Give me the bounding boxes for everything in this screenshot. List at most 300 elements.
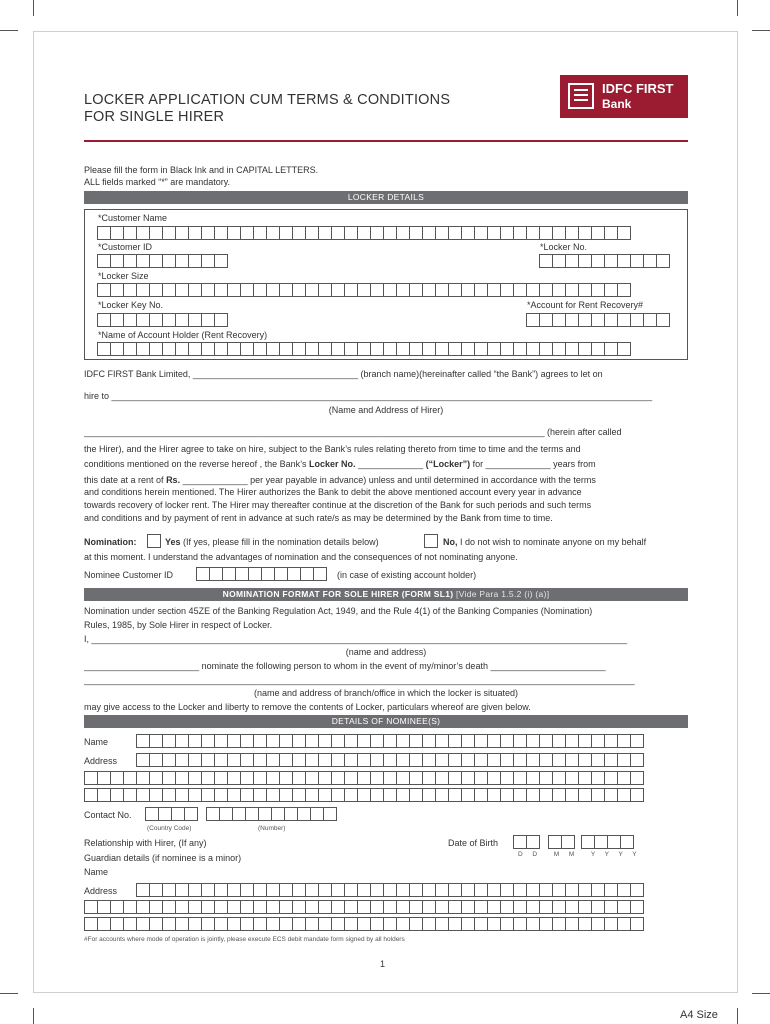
char-box[interactable] (370, 283, 384, 297)
char-box[interactable] (578, 917, 592, 931)
char-box[interactable] (383, 788, 397, 802)
char-box[interactable] (487, 883, 501, 897)
char-box[interactable] (487, 753, 501, 767)
char-box[interactable] (552, 771, 566, 785)
char-box[interactable] (201, 226, 215, 240)
char-box[interactable] (617, 226, 631, 240)
char-box[interactable] (279, 771, 293, 785)
char-box[interactable] (318, 342, 332, 356)
char-box[interactable] (136, 342, 150, 356)
contact-number-field[interactable] (206, 807, 336, 821)
char-box[interactable] (253, 226, 267, 240)
char-box[interactable] (136, 917, 150, 931)
customer-name-field[interactable] (97, 226, 630, 240)
char-box[interactable] (227, 283, 241, 297)
char-box[interactable] (526, 342, 540, 356)
char-box[interactable] (513, 342, 527, 356)
dob-year-field[interactable] (581, 835, 633, 849)
char-box[interactable] (578, 254, 592, 268)
char-box[interactable] (604, 900, 618, 914)
locker-no-field[interactable] (539, 254, 669, 268)
char-box[interactable] (630, 900, 644, 914)
char-box[interactable] (422, 753, 436, 767)
char-box[interactable] (266, 771, 280, 785)
char-box[interactable] (149, 226, 163, 240)
char-box[interactable] (266, 788, 280, 802)
locker-key-no-field[interactable] (97, 313, 227, 327)
char-box[interactable] (474, 226, 488, 240)
char-box[interactable] (396, 283, 410, 297)
char-box[interactable] (552, 883, 566, 897)
char-box[interactable] (188, 342, 202, 356)
char-box[interactable] (331, 342, 345, 356)
char-box[interactable] (500, 917, 514, 931)
char-box[interactable] (409, 342, 423, 356)
guardian-address-field-2[interactable] (84, 900, 643, 914)
char-box[interactable] (214, 734, 228, 748)
char-box[interactable] (214, 883, 228, 897)
char-box[interactable] (513, 917, 527, 931)
char-box[interactable] (162, 254, 176, 268)
char-box[interactable] (136, 753, 150, 767)
char-box[interactable] (487, 734, 501, 748)
char-box[interactable] (201, 342, 215, 356)
char-box[interactable] (214, 788, 228, 802)
char-box[interactable] (383, 883, 397, 897)
char-box[interactable] (214, 753, 228, 767)
char-box[interactable] (158, 807, 172, 821)
char-box[interactable] (435, 283, 449, 297)
char-box[interactable] (227, 788, 241, 802)
char-box[interactable] (318, 226, 332, 240)
char-box[interactable] (591, 771, 605, 785)
rent-account-field[interactable] (526, 313, 669, 327)
char-box[interactable] (591, 734, 605, 748)
char-box[interactable] (227, 883, 241, 897)
char-box[interactable] (318, 788, 332, 802)
char-box[interactable] (448, 883, 462, 897)
char-box[interactable] (357, 883, 371, 897)
char-box[interactable] (526, 753, 540, 767)
char-box[interactable] (552, 900, 566, 914)
char-box[interactable] (227, 342, 241, 356)
char-box[interactable] (552, 226, 566, 240)
char-box[interactable] (630, 788, 644, 802)
char-box[interactable] (422, 283, 436, 297)
char-box[interactable] (162, 917, 176, 931)
char-box[interactable] (162, 342, 176, 356)
char-box[interactable] (162, 313, 176, 327)
char-box[interactable] (500, 753, 514, 767)
char-box[interactable] (604, 917, 618, 931)
char-box[interactable] (123, 342, 137, 356)
char-box[interactable] (552, 753, 566, 767)
char-box[interactable] (409, 900, 423, 914)
char-box[interactable] (331, 788, 345, 802)
char-box[interactable] (305, 342, 319, 356)
char-box[interactable] (539, 753, 553, 767)
char-box[interactable] (279, 226, 293, 240)
char-box[interactable] (162, 788, 176, 802)
char-box[interactable] (396, 342, 410, 356)
char-box[interactable] (500, 283, 514, 297)
char-box[interactable] (188, 917, 202, 931)
char-box[interactable] (331, 283, 345, 297)
char-box[interactable] (245, 807, 259, 821)
char-box[interactable] (240, 788, 254, 802)
char-box[interactable] (539, 771, 553, 785)
char-box[interactable] (500, 226, 514, 240)
guardian-address-field-3[interactable] (84, 917, 643, 931)
char-box[interactable] (581, 835, 595, 849)
char-box[interactable] (162, 734, 176, 748)
char-box[interactable] (227, 900, 241, 914)
char-box[interactable] (175, 771, 189, 785)
char-box[interactable] (110, 917, 124, 931)
char-box[interactable] (149, 900, 163, 914)
char-box[interactable] (448, 771, 462, 785)
char-box[interactable] (620, 835, 634, 849)
char-box[interactable] (474, 734, 488, 748)
char-box[interactable] (136, 900, 150, 914)
char-box[interactable] (214, 917, 228, 931)
char-box[interactable] (175, 283, 189, 297)
char-box[interactable] (149, 342, 163, 356)
char-box[interactable] (448, 734, 462, 748)
char-box[interactable] (578, 734, 592, 748)
char-box[interactable] (149, 917, 163, 931)
char-box[interactable] (513, 771, 527, 785)
char-box[interactable] (604, 226, 618, 240)
char-box[interactable] (97, 283, 111, 297)
country-code-field[interactable] (145, 807, 197, 821)
char-box[interactable] (487, 283, 501, 297)
char-box[interactable] (448, 788, 462, 802)
char-box[interactable] (136, 283, 150, 297)
char-box[interactable] (292, 900, 306, 914)
char-box[interactable] (305, 788, 319, 802)
char-box[interactable] (136, 226, 150, 240)
char-box[interactable] (448, 342, 462, 356)
char-box[interactable] (331, 771, 345, 785)
char-box[interactable] (266, 226, 280, 240)
char-box[interactable] (630, 313, 644, 327)
char-box[interactable] (500, 883, 514, 897)
account-holder-field[interactable] (97, 342, 630, 356)
char-box[interactable] (188, 734, 202, 748)
char-box[interactable] (383, 771, 397, 785)
char-box[interactable] (578, 883, 592, 897)
char-box[interactable] (422, 226, 436, 240)
char-box[interactable] (448, 226, 462, 240)
char-box[interactable] (175, 734, 189, 748)
char-box[interactable] (500, 900, 514, 914)
char-box[interactable] (110, 254, 124, 268)
dob-month-field[interactable] (548, 835, 574, 849)
char-box[interactable] (331, 753, 345, 767)
char-box[interactable] (305, 917, 319, 931)
char-box[interactable] (630, 771, 644, 785)
char-box[interactable] (539, 254, 553, 268)
char-box[interactable] (435, 788, 449, 802)
char-box[interactable] (305, 883, 319, 897)
char-box[interactable] (526, 734, 540, 748)
char-box[interactable] (110, 900, 124, 914)
char-box[interactable] (396, 226, 410, 240)
char-box[interactable] (487, 771, 501, 785)
char-box[interactable] (287, 567, 301, 581)
char-box[interactable] (318, 734, 332, 748)
char-box[interactable] (240, 771, 254, 785)
char-box[interactable] (422, 917, 436, 931)
char-box[interactable] (201, 753, 215, 767)
char-box[interactable] (149, 771, 163, 785)
char-box[interactable] (279, 917, 293, 931)
char-box[interactable] (297, 807, 311, 821)
char-box[interactable] (617, 917, 631, 931)
char-box[interactable] (474, 883, 488, 897)
char-box[interactable] (594, 835, 608, 849)
char-box[interactable] (149, 883, 163, 897)
char-box[interactable] (370, 753, 384, 767)
char-box[interactable] (123, 771, 137, 785)
char-box[interactable] (266, 900, 280, 914)
char-box[interactable] (487, 788, 501, 802)
char-box[interactable] (591, 883, 605, 897)
nominee-customer-id-field[interactable] (196, 567, 326, 581)
char-box[interactable] (604, 283, 618, 297)
char-box[interactable] (604, 771, 618, 785)
char-box[interactable] (604, 753, 618, 767)
char-box[interactable] (292, 917, 306, 931)
char-box[interactable] (206, 807, 220, 821)
char-box[interactable] (565, 917, 579, 931)
char-box[interactable] (162, 883, 176, 897)
char-box[interactable] (97, 900, 111, 914)
char-box[interactable] (383, 283, 397, 297)
nominee-name-field[interactable] (136, 734, 643, 748)
char-box[interactable] (110, 788, 124, 802)
char-box[interactable] (214, 313, 228, 327)
char-box[interactable] (222, 567, 236, 581)
char-box[interactable] (175, 753, 189, 767)
char-box[interactable] (396, 734, 410, 748)
char-box[interactable] (461, 342, 475, 356)
char-box[interactable] (500, 771, 514, 785)
char-box[interactable] (383, 917, 397, 931)
char-box[interactable] (357, 226, 371, 240)
char-box[interactable] (435, 883, 449, 897)
char-box[interactable] (383, 226, 397, 240)
char-box[interactable] (396, 753, 410, 767)
char-box[interactable] (266, 883, 280, 897)
char-box[interactable] (422, 788, 436, 802)
char-box[interactable] (279, 342, 293, 356)
char-box[interactable] (461, 283, 475, 297)
char-box[interactable] (175, 226, 189, 240)
char-box[interactable] (188, 900, 202, 914)
char-box[interactable] (513, 883, 527, 897)
char-box[interactable] (357, 900, 371, 914)
char-box[interactable] (310, 807, 324, 821)
char-box[interactable] (227, 734, 241, 748)
char-box[interactable] (526, 900, 540, 914)
char-box[interactable] (292, 342, 306, 356)
char-box[interactable] (604, 734, 618, 748)
char-box[interactable] (565, 771, 579, 785)
char-box[interactable] (591, 313, 605, 327)
char-box[interactable] (539, 226, 553, 240)
char-box[interactable] (201, 883, 215, 897)
char-box[interactable] (136, 788, 150, 802)
char-box[interactable] (136, 254, 150, 268)
char-box[interactable] (474, 753, 488, 767)
char-box[interactable] (284, 807, 298, 821)
char-box[interactable] (591, 917, 605, 931)
char-box[interactable] (188, 313, 202, 327)
char-box[interactable] (266, 917, 280, 931)
char-box[interactable] (149, 283, 163, 297)
char-box[interactable] (578, 900, 592, 914)
char-box[interactable] (123, 917, 137, 931)
char-box[interactable] (539, 788, 553, 802)
char-box[interactable] (97, 342, 111, 356)
char-box[interactable] (279, 883, 293, 897)
char-box[interactable] (201, 254, 215, 268)
char-box[interactable] (578, 226, 592, 240)
char-box[interactable] (565, 900, 579, 914)
char-box[interactable] (219, 807, 233, 821)
char-box[interactable] (253, 283, 267, 297)
char-box[interactable] (409, 283, 423, 297)
char-box[interactable] (188, 226, 202, 240)
char-box[interactable] (344, 900, 358, 914)
char-box[interactable] (513, 283, 527, 297)
char-box[interactable] (274, 567, 288, 581)
char-box[interactable] (487, 917, 501, 931)
char-box[interactable] (396, 771, 410, 785)
char-box[interactable] (214, 283, 228, 297)
char-box[interactable] (188, 788, 202, 802)
char-box[interactable] (136, 313, 150, 327)
char-box[interactable] (175, 342, 189, 356)
char-box[interactable] (604, 883, 618, 897)
char-box[interactable] (235, 567, 249, 581)
char-box[interactable] (214, 254, 228, 268)
char-box[interactable] (240, 342, 254, 356)
char-box[interactable] (370, 342, 384, 356)
char-box[interactable] (136, 734, 150, 748)
char-box[interactable] (396, 900, 410, 914)
char-box[interactable] (552, 342, 566, 356)
char-box[interactable] (435, 900, 449, 914)
char-box[interactable] (487, 226, 501, 240)
char-box[interactable] (279, 753, 293, 767)
char-box[interactable] (201, 734, 215, 748)
char-box[interactable] (318, 883, 332, 897)
char-box[interactable] (305, 753, 319, 767)
char-box[interactable] (565, 883, 579, 897)
char-box[interactable] (435, 753, 449, 767)
char-box[interactable] (196, 567, 210, 581)
char-box[interactable] (539, 313, 553, 327)
char-box[interactable] (279, 788, 293, 802)
char-box[interactable] (370, 917, 384, 931)
char-box[interactable] (227, 771, 241, 785)
char-box[interactable] (383, 900, 397, 914)
char-box[interactable] (201, 283, 215, 297)
char-box[interactable] (422, 734, 436, 748)
char-box[interactable] (201, 788, 215, 802)
char-box[interactable] (305, 771, 319, 785)
char-box[interactable] (279, 900, 293, 914)
char-box[interactable] (253, 734, 267, 748)
char-box[interactable] (461, 753, 475, 767)
char-box[interactable] (513, 835, 527, 849)
char-box[interactable] (227, 226, 241, 240)
char-box[interactable] (344, 226, 358, 240)
char-box[interactable] (253, 788, 267, 802)
char-box[interactable] (591, 788, 605, 802)
char-box[interactable] (240, 883, 254, 897)
char-box[interactable] (300, 567, 314, 581)
char-box[interactable] (279, 283, 293, 297)
char-box[interactable] (578, 342, 592, 356)
char-box[interactable] (110, 226, 124, 240)
char-box[interactable] (253, 900, 267, 914)
char-box[interactable] (617, 788, 631, 802)
char-box[interactable] (409, 734, 423, 748)
char-box[interactable] (461, 226, 475, 240)
char-box[interactable] (232, 807, 246, 821)
char-box[interactable] (240, 734, 254, 748)
char-box[interactable] (305, 283, 319, 297)
char-box[interactable] (552, 313, 566, 327)
char-box[interactable] (526, 788, 540, 802)
char-box[interactable] (591, 342, 605, 356)
char-box[interactable] (630, 254, 644, 268)
char-box[interactable] (643, 254, 657, 268)
char-box[interactable] (175, 254, 189, 268)
char-box[interactable] (539, 917, 553, 931)
char-box[interactable] (396, 917, 410, 931)
char-box[interactable] (344, 342, 358, 356)
char-box[interactable] (84, 917, 98, 931)
char-box[interactable] (201, 900, 215, 914)
char-box[interactable] (383, 753, 397, 767)
char-box[interactable] (409, 753, 423, 767)
char-box[interactable] (344, 753, 358, 767)
char-box[interactable] (396, 788, 410, 802)
char-box[interactable] (409, 788, 423, 802)
char-box[interactable] (656, 254, 670, 268)
char-box[interactable] (565, 734, 579, 748)
char-box[interactable] (396, 883, 410, 897)
char-box[interactable] (422, 342, 436, 356)
char-box[interactable] (253, 753, 267, 767)
char-box[interactable] (500, 788, 514, 802)
char-box[interactable] (149, 753, 163, 767)
char-box[interactable] (617, 771, 631, 785)
char-box[interactable] (292, 226, 306, 240)
char-box[interactable] (435, 226, 449, 240)
char-box[interactable] (604, 788, 618, 802)
char-box[interactable] (344, 788, 358, 802)
char-box[interactable] (305, 226, 319, 240)
char-box[interactable] (357, 917, 371, 931)
char-box[interactable] (188, 254, 202, 268)
char-box[interactable] (240, 900, 254, 914)
